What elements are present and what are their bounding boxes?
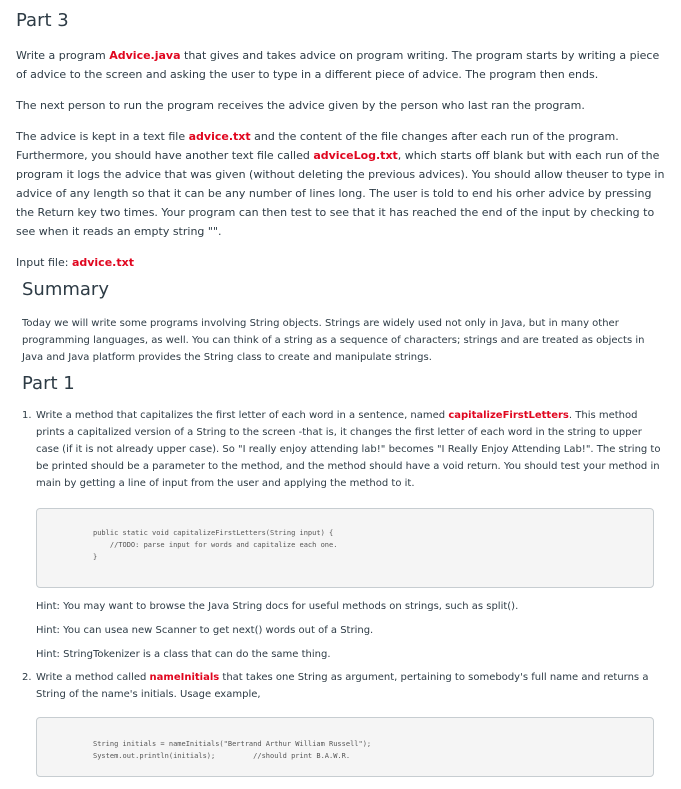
keyword-name-initials: nameInitials [149,672,220,683]
part3-section [16,10,666,272]
list-item [22,669,662,703]
hint-3: Hint: StringTokenizer is a class that can do the same thing. [36,649,331,660]
list-item-number: 2. [22,672,32,683]
part3-heading: Part 3 [16,10,69,31]
input-file-name: advice.txt [71,256,134,269]
keyword-advice-txt: advice.txt [188,130,251,143]
text: Write a method called [36,672,150,683]
summary-paragraph: Today we will write some programs involving String objects. Strings are widely used not only in Java, but in many other programming languages, as well. You can think of a string as a sequence of characters; strings and are treated as objects in Java and Java platform provides the String class to create and manipulate strings. [22,318,645,363]
keyword-advicelog-txt: adviceLog.txt [313,149,398,162]
list-item-number: 1. [22,410,32,421]
keyword-advice-java: Advice.java [109,49,181,62]
text: Write a method that capitalizes the first letter of each word in a sentence, named [36,410,449,421]
text: . This method prints a capitalized version of a String to the screen -that is, it changes the first letter of each word in the string to upper case (if it is not already upper case). So "I really enjoy attending lab!" becomes "I Really Enjoy Attending Lab!". The string to be printed should be a parameter to the method, and the method should have a void return. You should test your method in main by getting a line of input from the user and applying the method to it. [36,410,661,489]
code-block-name-initials: String initials = nameInitials("Bertrand Arthur William Russell"); System.out.println(initials); //should print B.A.W.R. [36,717,654,777]
input-file-line [16,253,666,272]
hint-2: Hint: You can usea new Scanner to get next() words out of a String. [36,625,374,636]
text: , which starts off blank but with each run of the program it logs the advice that was given (without deleting the previous advices). You should allow theuser to type in advice of any length so that it can be any number of lines long. The user is told to end his orher advice by pressing the Return key two times. Your program can then test to see that it has reached the end of the input by checking to see when it reads an empty string "". [16,149,665,238]
text: that takes one String as argument, pertaining to somebody's full name and returns a String of the name's initials. Usage example, [36,672,649,700]
part3-paragraph-2: The next person to run the program receives the advice given by the person who last ran the program. [16,99,585,112]
text: and the content of the file changes after each run of the program. Furthermore, you should have another text file called [16,130,619,162]
exercise-list [22,407,662,492]
code-block-capitalize: public static void capitalizeFirstLetters(String input) { //TODO: parse input for words and capitalize each one. } [36,508,654,588]
text: Write a program [16,49,110,62]
hint-1: Hint: You may want to browse the Java String docs for useful methods on strings, such as split(). [36,601,519,612]
text: that gives and takes advice on program writing. The program starts by writing a piece of advice to the screen and asking the user to type in a different piece of advice. The program then ends. [16,49,660,81]
part3-paragraph-1 [16,46,666,84]
exercise-list-2 [22,669,662,703]
list-item-text [36,669,662,703]
part1-section [22,373,662,777]
keyword-capitalize-first-letters: capitalizeFirstLetters [448,410,569,421]
part1-heading: Part 1 [22,373,75,394]
part3-paragraph-3 [16,127,666,241]
summary-heading: Summary [22,279,109,300]
list-item [22,407,662,492]
list-item-text [36,407,662,492]
input-file-label: Input file: [16,256,72,269]
summary-section [22,279,662,366]
text: The advice is kept in a text file [16,130,189,143]
